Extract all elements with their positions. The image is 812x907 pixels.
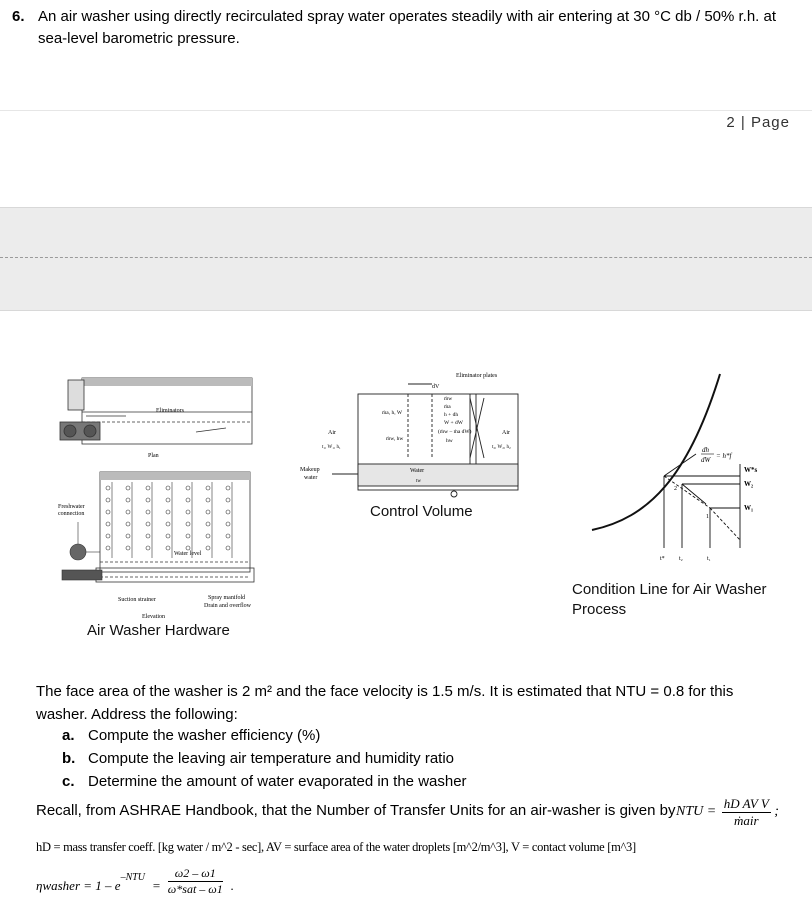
spray-nozzle	[206, 510, 210, 514]
eff-equals: =	[152, 878, 161, 894]
eliminators-label: Eliminators	[156, 408, 184, 414]
item-a-text: Compute the washer efficiency (%)	[88, 727, 321, 744]
outlet-hw-label: hw	[446, 438, 453, 444]
water-temp-label: tw	[416, 479, 421, 484]
spray-nozzle	[106, 534, 110, 538]
spray-nozzle	[126, 546, 130, 550]
spray-nozzle	[126, 522, 130, 526]
eff-denominator: ω*sat – ω1	[167, 882, 223, 896]
freshwater-label: Freshwater	[58, 504, 85, 510]
spray-nozzle	[166, 522, 170, 526]
control-volume-figure	[296, 368, 532, 500]
hardware-caption: Air Washer Hardware	[87, 622, 230, 639]
ntu-lhs: NTU =	[676, 804, 717, 819]
page-number: 2 | Page	[726, 114, 790, 131]
condition-caption-1: Condition Line for Air Washer	[572, 581, 767, 598]
point-1-label: 1	[706, 514, 709, 520]
problem-paragraph	[36, 680, 796, 726]
ntu-formula	[676, 796, 779, 829]
spray-nozzle	[126, 486, 130, 490]
recall-text: Recall, from ASHRAE Handbook, that the Number of Transfer Units for an air-washer is given by	[36, 802, 676, 819]
spray-nozzle	[146, 534, 150, 538]
point-2-label: 2	[674, 486, 677, 492]
spray-nozzle	[146, 522, 150, 526]
spray-nozzle	[106, 498, 110, 502]
spray-nozzle	[186, 546, 190, 550]
ws-star-label: W*s	[744, 466, 758, 474]
condition-caption-2: Process	[572, 601, 627, 618]
spray-nozzle	[186, 498, 190, 502]
spray-nozzle	[106, 486, 110, 490]
eff-lhs: ηwasher = 1 – e	[36, 878, 121, 894]
list-item-a	[62, 727, 320, 744]
item-c-marker: c.	[62, 773, 75, 790]
ntu-tail: ;	[774, 804, 779, 819]
slope-den: dW	[701, 456, 711, 464]
eliminator-plates-label: Eliminator plates	[456, 373, 498, 379]
water-label: Water	[410, 468, 425, 474]
spray-nozzle	[166, 486, 170, 490]
spray-nozzle	[106, 522, 110, 526]
spray-nozzle	[166, 534, 170, 538]
outlet-h-label: h + dh	[444, 412, 459, 418]
slope-rhs: = h*f	[716, 452, 732, 460]
spray-nozzle	[106, 510, 110, 514]
t-star-label: t*	[660, 556, 665, 562]
air-in-label: Air	[328, 430, 336, 436]
outlet-ma-label: ṁa	[444, 404, 451, 410]
definitions-line: hD = mass transfer coeff. [kg water / m^2 - sec], AV = surface area of the water droplets [m^2/m^3], V = contact volume [m^3]	[36, 840, 636, 854]
spray-nozzle	[226, 510, 230, 514]
suction-strainer-label: Suction strainer	[118, 597, 156, 603]
question-number: 6.	[12, 8, 25, 25]
spray-nozzle	[226, 546, 230, 550]
spray-nozzle	[226, 522, 230, 526]
spray-nozzle	[146, 510, 150, 514]
connection-label: connection	[58, 511, 85, 517]
water-level-label: Water level	[174, 551, 202, 557]
spray-nozzle	[206, 486, 210, 490]
air-out-props-label: t₂, W₂, h₂	[492, 445, 511, 450]
problem-line-1: The face area of the washer is 2 m² and the face velocity is 1.5 m/s. It is estimated that NTU = 0.8 for this	[36, 683, 734, 700]
eff-exponent: –NTU	[120, 872, 146, 883]
plan-label: Plan	[148, 453, 159, 459]
list-item-c	[62, 773, 467, 790]
eff-numerator: ω2 – ω1	[168, 866, 223, 882]
spray-nozzle	[186, 522, 190, 526]
inlet-props-label: ṁa, h, W	[382, 410, 403, 416]
air-in-props-label: t₁, W₁, h₁	[322, 445, 341, 450]
spray-nozzles	[106, 482, 232, 558]
spray-nozzle	[226, 486, 230, 490]
pump	[62, 522, 102, 580]
control-volume-caption: Control Volume	[370, 503, 473, 520]
spray-nozzle	[206, 546, 210, 550]
condition-line-figure	[588, 368, 784, 572]
t1-label: t₁	[707, 556, 711, 562]
page-break	[0, 207, 812, 311]
outlet-w-label: W + dW	[444, 420, 463, 426]
spray-nozzle	[126, 534, 130, 538]
page-break-line	[0, 257, 812, 258]
item-b-marker: b.	[62, 750, 76, 767]
spray-nozzle	[166, 510, 170, 514]
problem-line-2: washer. Address the following:	[36, 706, 238, 723]
drain-overflow-label: Drain and overflow	[204, 603, 251, 609]
slope-num: dh	[702, 446, 709, 454]
dv-label: dV	[432, 384, 440, 390]
spray-nozzle	[126, 510, 130, 514]
spray-nozzle	[166, 498, 170, 502]
eff-tail: .	[230, 878, 234, 894]
spray-nozzle	[146, 498, 150, 502]
efficiency-formula	[36, 866, 234, 897]
w2-label: W₂	[744, 480, 754, 488]
air-out-label: Air	[502, 430, 510, 436]
spray-nozzle	[186, 510, 190, 514]
outlet-mw-label: (ṁw – ṁa dW)	[438, 429, 472, 435]
question-line-1: An air washer using directly recirculated spray water operates steadily with air entering at 30 °C db / 50% r.h. at	[38, 8, 777, 25]
makeup-water-label: water	[304, 475, 318, 481]
ntu-numerator: hD AV V	[723, 796, 769, 811]
spray-nozzle	[206, 534, 210, 538]
spray-nozzle	[206, 498, 210, 502]
elevation-view	[96, 472, 254, 582]
spray-nozzle	[126, 498, 130, 502]
makeup-label: Makeup	[300, 467, 320, 473]
spray-nozzle	[166, 546, 170, 550]
list-item-b	[62, 750, 454, 767]
spray-nozzle	[226, 534, 230, 538]
elevation-label: Elevation	[142, 614, 165, 620]
item-c-text: Determine the amount of water evaporated in the washer	[88, 773, 467, 790]
item-a-marker: a.	[62, 727, 75, 744]
spray-manifold-label: Spray manifold	[208, 595, 246, 601]
spray-nozzle	[146, 486, 150, 490]
spray-nozzle	[186, 534, 190, 538]
question-line-2: sea-level barometric pressure.	[38, 30, 240, 47]
t2-label: t₂	[679, 556, 683, 562]
water-mw-label: ṁw	[444, 396, 453, 402]
spray-nozzle	[226, 498, 230, 502]
item-b-text: Compute the leaving air temperature and humidity ratio	[88, 750, 455, 767]
page-divider	[0, 110, 812, 111]
water-flow-label: ṁw, hw	[386, 436, 404, 442]
spray-nozzle	[146, 546, 150, 550]
w1-label: W₁	[744, 504, 754, 512]
ntu-denominator: ṁair	[733, 813, 759, 828]
air-washer-hardware-figure	[56, 372, 256, 622]
question-text	[12, 6, 802, 50]
spray-nozzle	[106, 546, 110, 550]
spray-nozzle	[186, 486, 190, 490]
spray-nozzle	[206, 522, 210, 526]
